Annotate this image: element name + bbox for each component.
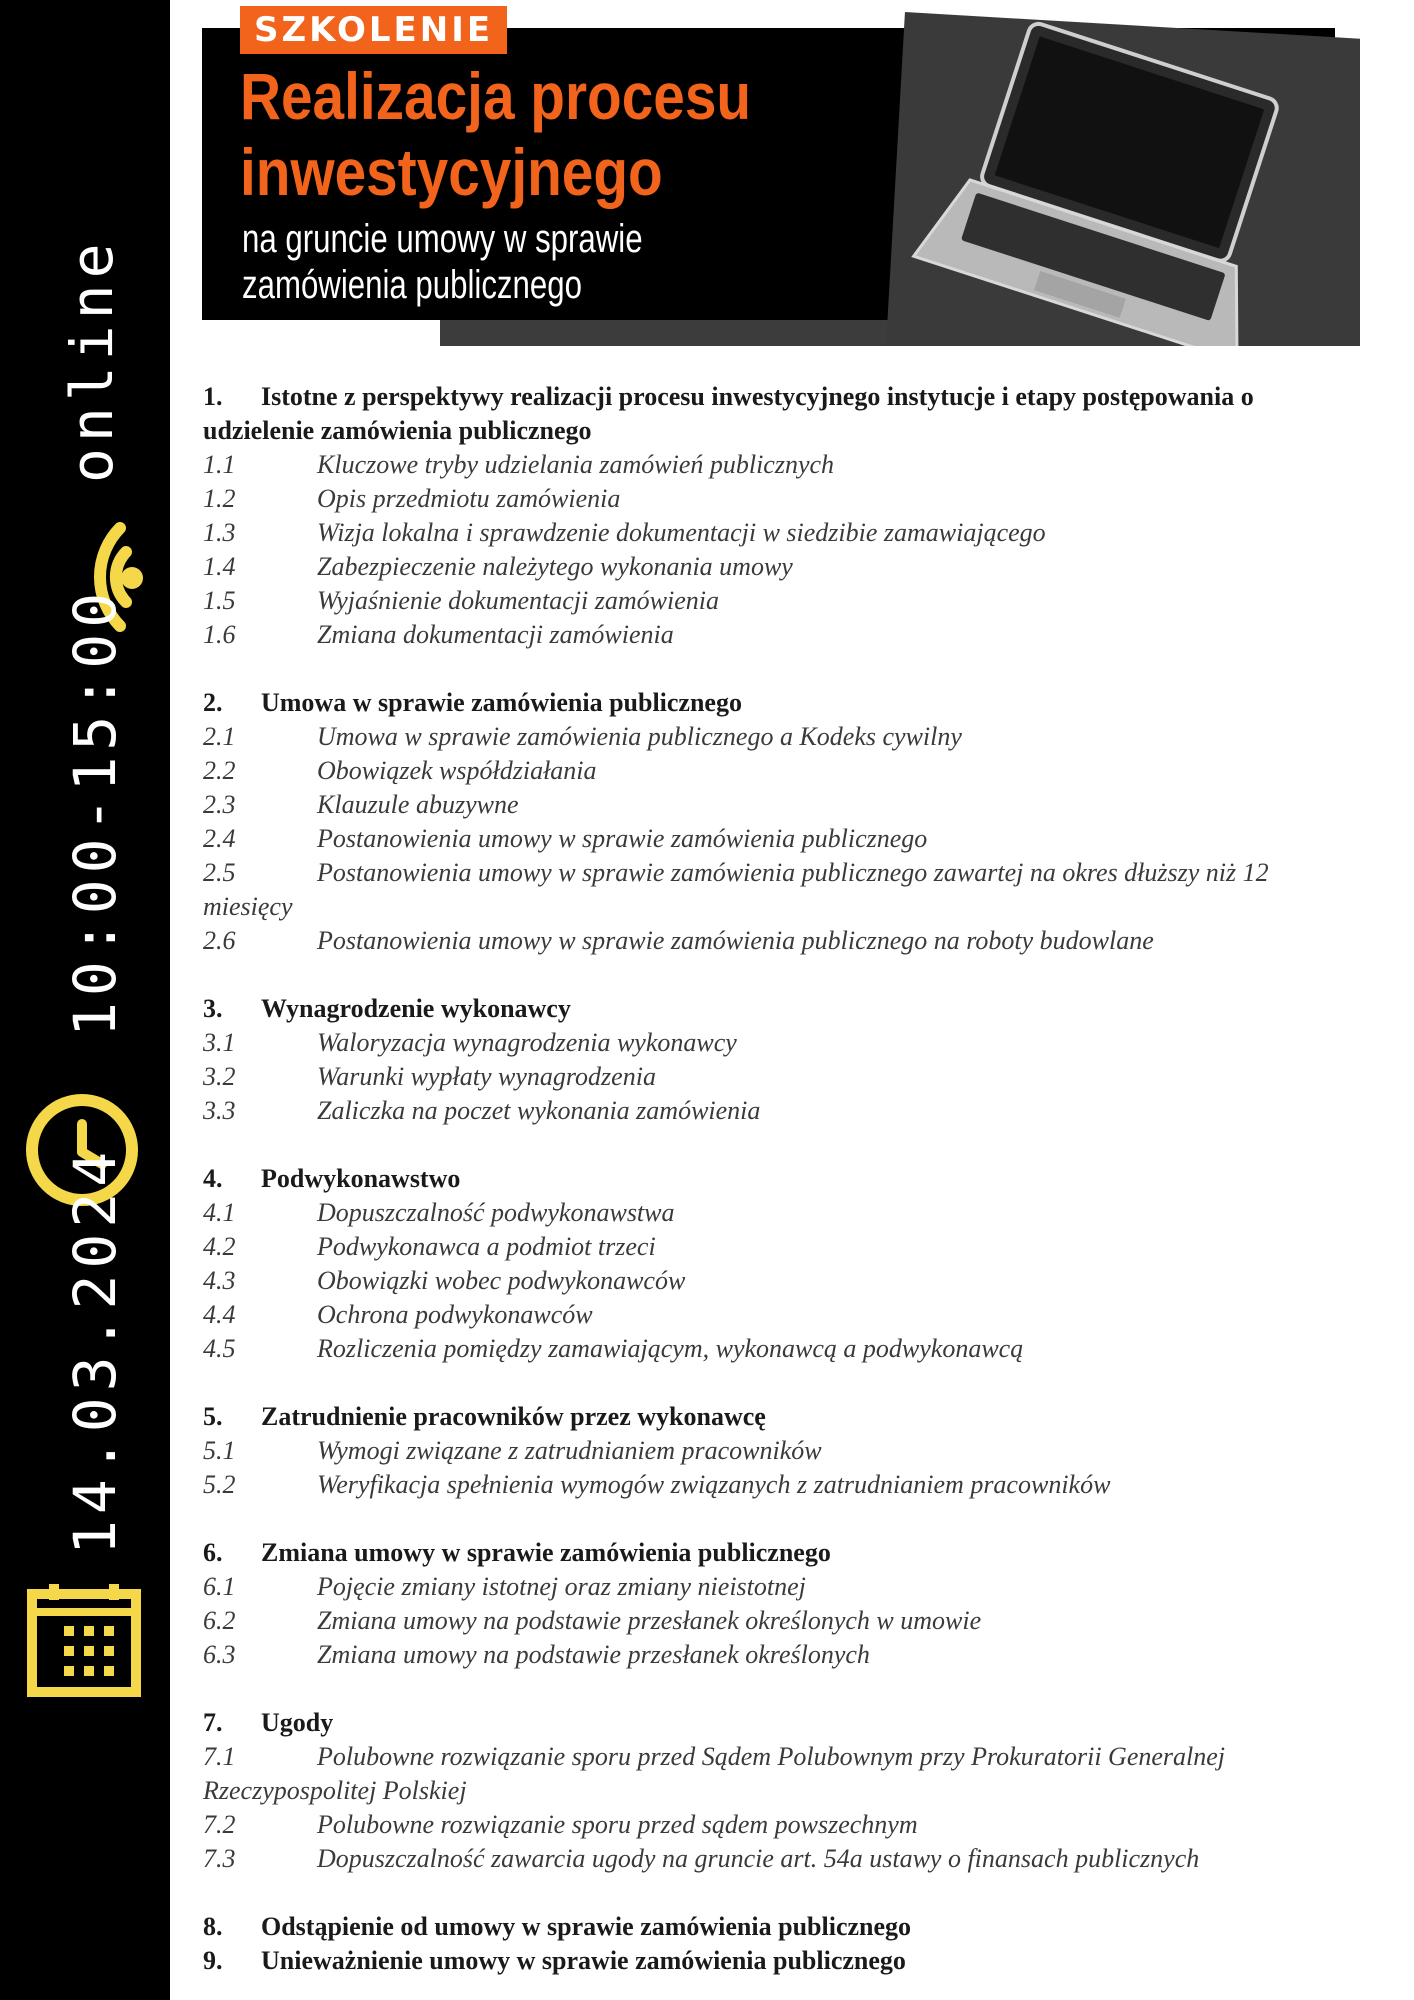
list-item: 1.6 Zmiana dokumentacji zamówienia — [203, 620, 674, 649]
section-heading: 8. Odstąpienie od umowy w sprawie zamówienia publicznego — [203, 1912, 912, 1941]
list-item: 4.1 Dopuszczalność podwykonawstwa — [203, 1198, 675, 1227]
agenda-section — [203, 1910, 1353, 1944]
training-tag: SZKOLENIE — [240, 6, 507, 54]
list-item: 1.5 Wyjaśnienie dokumentacji zamówienia — [203, 586, 719, 615]
section-heading: 1. Istotne z perspektywy realizacji procesu inwestycyjnego instytucje i etapy postępowania o udzielenie zamówienia publicznego — [203, 382, 1254, 445]
agenda-section — [203, 1400, 1353, 1502]
section-heading: 5. Zatrudnienie pracowników przez wykonawcę — [203, 1402, 766, 1431]
list-item: 7.2 Polubowne rozwiązanie sporu przed sądem powszechnym — [203, 1810, 918, 1839]
page-subtitle: na gruncie umowy w sprawie zamówienia publicznego — [242, 217, 643, 307]
list-item: 1.4 Zabezpieczenie należytego wykonania umowy — [203, 552, 793, 581]
list-item: 1.2 Opis przedmiotu zamówienia — [203, 484, 621, 513]
agenda-section — [203, 1944, 1353, 1978]
laptop-icon — [886, 12, 1360, 346]
list-item: 2.4 Postanowienia umowy w sprawie zamówienia publicznego — [203, 824, 928, 853]
list-item: 4.2 Podwykonawca a podmiot trzeci — [203, 1232, 656, 1261]
list-item: 6.2 Zmiana umowy na podstawie przesłanek określonych w umowie — [203, 1606, 982, 1635]
list-item: 1.1 Kluczowe tryby udzielania zamówień publicznych — [203, 450, 835, 479]
section-heading: 2. Umowa w sprawie zamówienia publicznego — [203, 688, 742, 717]
list-item: 2.3 Klauzule abuzywne — [203, 790, 519, 819]
agenda-section — [203, 1536, 1353, 1672]
list-item: 3.1 Waloryzacja wynagrodzenia wykonawcy — [203, 1028, 737, 1057]
section-heading: 9. Unieważnienie umowy w sprawie zamówienia publicznego — [203, 1946, 906, 1975]
section-heading: 7. Ugody — [203, 1708, 334, 1737]
agenda — [203, 380, 1353, 1978]
list-item: 2.6 Postanowienia umowy w sprawie zamówienia publicznego na roboty budowlane — [203, 926, 1154, 955]
section-heading: 4. Podwykonawstwo — [203, 1164, 461, 1193]
list-item: 4.4 Ochrona podwykonawców — [203, 1300, 593, 1329]
title-line-1: Realizacja procesu — [240, 59, 752, 133]
title-line-2: inwestycyjnego — [240, 135, 663, 209]
agenda-section — [203, 686, 1353, 958]
list-item: 7.3 Dopuszczalność zawarcia ugody na gruncie art. 54a ustawy o finansach publicznych — [203, 1844, 1200, 1873]
page-title — [240, 58, 799, 210]
section-heading: 6. Zmiana umowy w sprawie zamówienia publicznego — [203, 1538, 831, 1567]
list-item: 6.3 Zmiana umowy na podstawie przesłanek określonych — [203, 1640, 870, 1669]
agenda-section — [203, 1706, 1353, 1876]
list-item: 4.5 Rozliczenia pomiędzy zamawiającym, wykonawcą a podwykonawcą — [203, 1334, 1024, 1363]
list-item: 2.5 Postanowienia umowy w sprawie zamówienia publicznego zawartej na okres dłuższy niż 12 miesięcy — [203, 858, 1269, 921]
agenda-section — [203, 1162, 1353, 1366]
section-heading: 3. Wynagrodzenie wykonawcy — [203, 994, 571, 1023]
list-item: 3.3 Zaliczka na poczet wykonania zamówienia — [203, 1096, 761, 1125]
list-item: 6.1 Pojęcie zmiany istotnej oraz zmiany nieistotnej — [203, 1572, 806, 1601]
calendar-icon — [24, 1582, 144, 1700]
list-item: 4.3 Obowiązki wobec podwykonawców — [203, 1266, 686, 1295]
list-item: 3.2 Warunki wypłaty wynagrodzenia — [203, 1062, 656, 1091]
list-item: 1.3 Wizja lokalna i sprawdzenie dokumentacji w siedzibie zamawiającego — [203, 518, 1046, 547]
list-item: 2.1 Umowa w sprawie zamówienia publicznego a Kodeks cywilny — [203, 722, 962, 751]
laptop-photo-panel — [886, 12, 1360, 346]
list-item: 5.2 Weryfikacja spełnienia wymogów związanych z zatrudnianiem pracowników — [203, 1470, 1111, 1499]
list-item: 7.1 Polubowne rozwiązanie sporu przed Sądem Polubownym przy Prokuratorii Generalnej Rzeczypospolitej Polskiej — [203, 1742, 1226, 1805]
agenda-section — [203, 380, 1353, 652]
list-item: 2.2 Obowiązek współdziałania — [203, 756, 597, 785]
mode-label: online — [58, 237, 126, 483]
agenda-section — [203, 992, 1353, 1128]
time-label: 10:00-15:00 — [61, 586, 129, 1037]
date-label: 14.03.2024 — [61, 1145, 129, 1555]
list-item: 5.1 Wymogi związane z zatrudnianiem pracowników — [203, 1436, 822, 1465]
sidebar — [0, 0, 170, 2000]
